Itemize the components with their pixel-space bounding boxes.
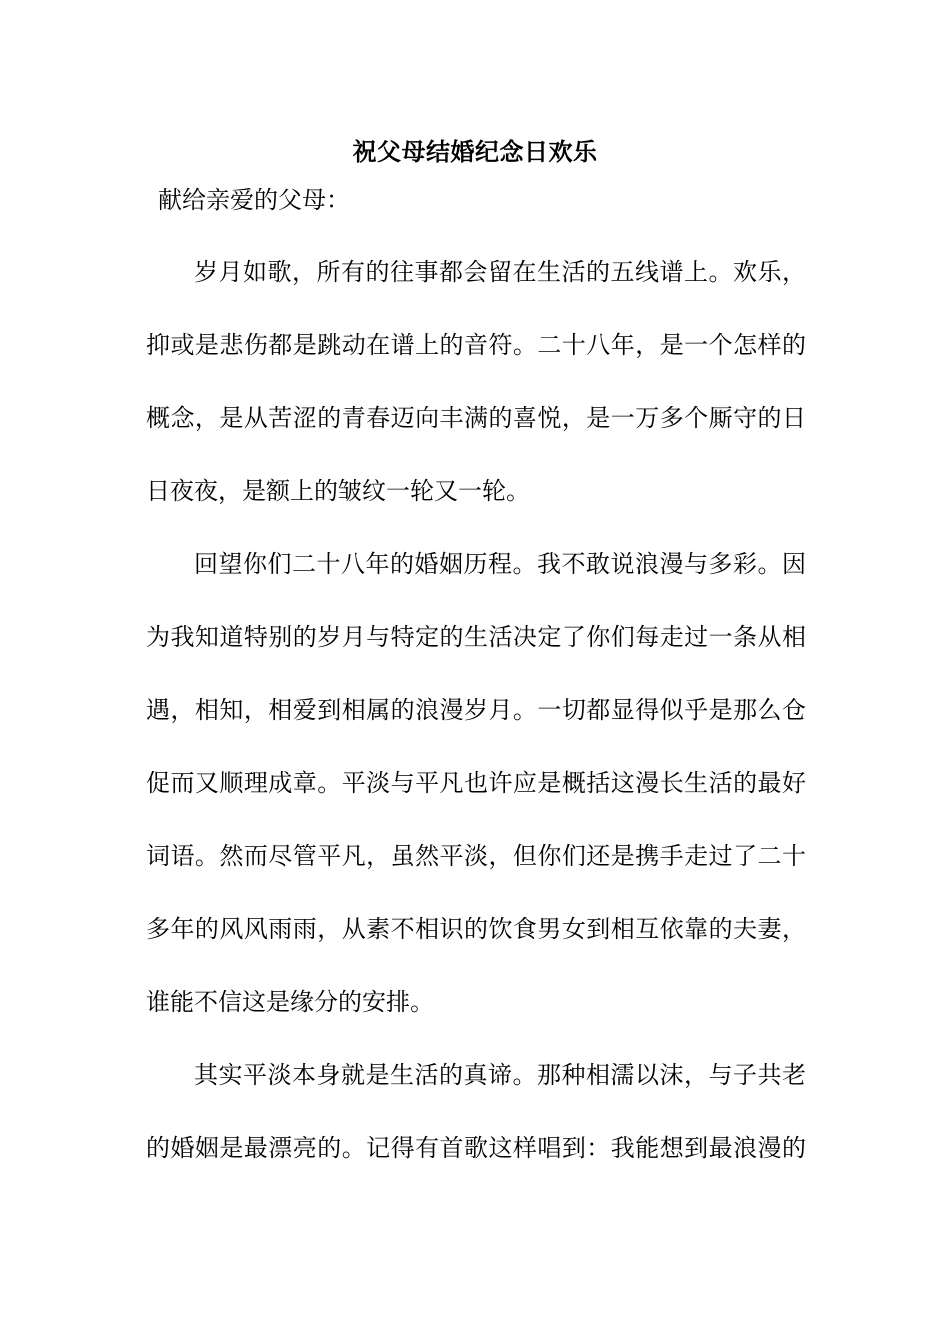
salutation: 献给亲爱的父母： (158, 186, 350, 214)
text-line: 其实平淡本身就是生活的真谛。那种相濡以沫，与子共老 (194, 1061, 806, 1089)
text-line: 回望你们二十八年的婚姻历程。我不敢说浪漫与多彩。因 (194, 550, 806, 578)
paragraph-3 (146, 1057, 806, 1203)
paragraph-2 (146, 546, 806, 1057)
text-line: 词语。然而尽管平凡，虽然平淡，但你们还是携手走过了二十 (146, 842, 806, 870)
paragraph-1 (146, 254, 806, 546)
text-line: 日夜夜，是额上的皱纹一轮又一轮。 (146, 477, 530, 505)
text-line: 岁月如歌，所有的往事都会留在生活的五线谱上。欢乐， (194, 258, 806, 286)
text-line: 概念，是从苦涩的青春迈向丰满的喜悦，是一万多个厮守的日 (146, 404, 806, 432)
text-line: 的婚姻是最漂亮的。记得有首歌这样唱到：我能想到最浪漫的 (146, 1134, 806, 1162)
text-line: 为我知道特别的岁月与特定的生活决定了你们每走过一条从相 (146, 623, 806, 651)
text-line: 多年的风风雨雨，从素不相识的饮食男女到相互依靠的夫妻， (146, 915, 806, 943)
text-line: 谁能不信这是缘分的安排。 (146, 988, 434, 1016)
text-line: 促而又顺理成章。平淡与平凡也许应是概括这漫长生活的最好 (146, 769, 806, 797)
text-line: 遇，相知，相爱到相属的浪漫岁月。一切都显得似乎是那么仓 (146, 696, 806, 724)
document-title: 祝父母结婚纪念日欢乐 (352, 137, 598, 166)
text-line: 抑或是悲伤都是跳动在谱上的音符。二十八年，是一个怎样的 (146, 331, 806, 359)
document-body (146, 254, 806, 1203)
